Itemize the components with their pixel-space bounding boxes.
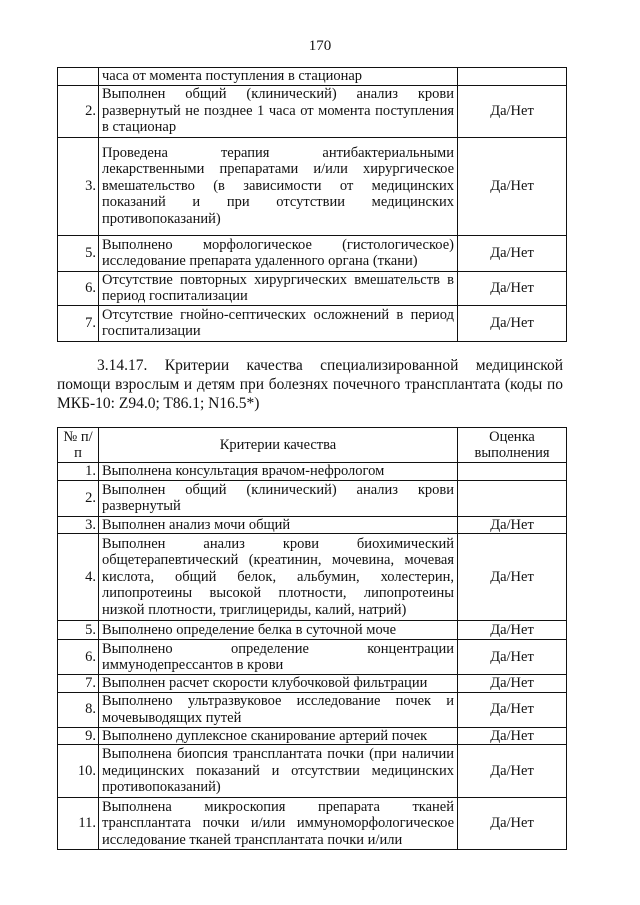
- criterion-text: Выполнено дуплексное сканирование артерий почек: [99, 727, 458, 745]
- row-number: 9.: [58, 727, 99, 745]
- evaluation-cell: Да/Нет: [458, 727, 567, 745]
- page-number: 170: [308, 38, 332, 54]
- evaluation-cell: Да/Нет: [458, 534, 567, 621]
- table-row: [58, 235, 567, 271]
- criterion-text: Выполнено ультразвуковое исследование почек и мочевыводящих путей: [99, 692, 458, 727]
- row-number: 2.: [58, 85, 99, 137]
- row-number: [58, 68, 99, 86]
- evaluation-cell: Да/Нет: [458, 137, 567, 235]
- table-row: [58, 271, 567, 305]
- evaluation-cell: Да/Нет: [458, 692, 567, 727]
- criterion-text: Проведена терапия антибактериальными лекарственными препаратами и/или хирургическое вмешательство (в зависимости от медицинских показаний и при отсутствии медицинских противопоказаний): [99, 137, 458, 235]
- row-number: 1.: [58, 463, 99, 481]
- table-row: [58, 137, 567, 235]
- row-number: 5.: [58, 235, 99, 271]
- evaluation-cell: [458, 463, 567, 481]
- table-row: [58, 640, 567, 675]
- table-row: [58, 621, 567, 640]
- table-row: [58, 516, 567, 534]
- table-row: [58, 463, 567, 481]
- evaluation-cell: Да/Нет: [458, 621, 567, 640]
- criterion-text: часа от момента поступления в стационар: [99, 68, 458, 86]
- table-row: [58, 727, 567, 745]
- row-number: 3.: [58, 137, 99, 235]
- evaluation-cell: Да/Нет: [458, 516, 567, 534]
- criterion-text: Выполнен анализ крови биохимический общетерапевтический (креатинин, мочевина, мочевая кислота, общий белок, альбумин, холестерин, липопротеины высокой плотности, липопротеины низкой плотности, триглицериды, калий, натрий): [99, 534, 458, 621]
- evaluation-cell: Да/Нет: [458, 640, 567, 675]
- criterion-text: Выполнено определение концентрации иммунодепрессантов в крови: [99, 640, 458, 675]
- criterion-text: Выполнен анализ мочи общий: [99, 516, 458, 534]
- row-number: 8.: [58, 692, 99, 727]
- criterion-text: Выполнено определение белка в суточной моче: [99, 621, 458, 640]
- evaluation-cell: Да/Нет: [458, 675, 567, 693]
- section-heading: 3.14.17. Критерии качества специализированной медицинской помощи взрослым и детям при болезнях почечного трансплантата (коды по МКБ-10: Z94.0; T86.1; N16.5*): [57, 357, 563, 412]
- criterion-text: Выполнен расчет скорости клубочковой фильтрации: [99, 675, 458, 693]
- evaluation-cell: [458, 68, 567, 86]
- kidney-transplant-criteria-table: [57, 427, 567, 850]
- table-header-row: [58, 428, 567, 463]
- column-header-number: № п/п: [58, 428, 99, 463]
- criteria-table-continued: [57, 67, 567, 342]
- evaluation-cell: Да/Нет: [458, 798, 567, 850]
- criterion-text: Отсутствие гнойно-септических осложнений в период госпитализации: [99, 305, 458, 341]
- row-number: 6.: [58, 640, 99, 675]
- row-number: 11.: [58, 798, 99, 850]
- table-row: [58, 798, 567, 850]
- table-row: [58, 480, 567, 516]
- evaluation-cell: [458, 480, 567, 516]
- column-header-criteria: Критерии качества: [99, 428, 458, 463]
- row-number: 3.: [58, 516, 99, 534]
- row-number: 2.: [58, 480, 99, 516]
- table-row: [58, 85, 567, 137]
- row-number: 6.: [58, 271, 99, 305]
- table-row: [58, 745, 567, 798]
- criterion-text: Выполнена микроскопия препарата тканей трансплантата почки и/или иммуноморфологическое исследование тканей трансплантата почки и/или: [99, 798, 458, 850]
- row-number: 10.: [58, 745, 99, 798]
- row-number: 4.: [58, 534, 99, 621]
- criterion-text: Выполнен общий (клинический) анализ крови развернутый не позднее 1 часа от момента поступления в стационар: [99, 85, 458, 137]
- evaluation-cell: Да/Нет: [458, 235, 567, 271]
- column-header-evaluation: Оценка выполнения: [458, 428, 567, 463]
- evaluation-cell: Да/Нет: [458, 745, 567, 798]
- table-row: [58, 675, 567, 693]
- evaluation-cell: Да/Нет: [458, 305, 567, 341]
- criterion-text: Выполнен общий (клинический) анализ крови развернутый: [99, 480, 458, 516]
- table-row: [58, 68, 567, 86]
- row-number: 5.: [58, 621, 99, 640]
- row-number: 7.: [58, 675, 99, 693]
- criterion-text: Отсутствие повторных хирургических вмешательств в период госпитализации: [99, 271, 458, 305]
- criterion-text: Выполнена биопсия трансплантата почки (при наличии медицинских показаний и отсутствии медицинских противопоказаний): [99, 745, 458, 798]
- table-row: [58, 305, 567, 341]
- table-row: [58, 534, 567, 621]
- row-number: 7.: [58, 305, 99, 341]
- criterion-text: Выполнена консультация врачом-нефрологом: [99, 463, 458, 481]
- table-row: [58, 692, 567, 727]
- evaluation-cell: Да/Нет: [458, 271, 567, 305]
- criterion-text: Выполнено морфологическое (гистологическое) исследование препарата удаленного органа (ткани): [99, 235, 458, 271]
- evaluation-cell: Да/Нет: [458, 85, 567, 137]
